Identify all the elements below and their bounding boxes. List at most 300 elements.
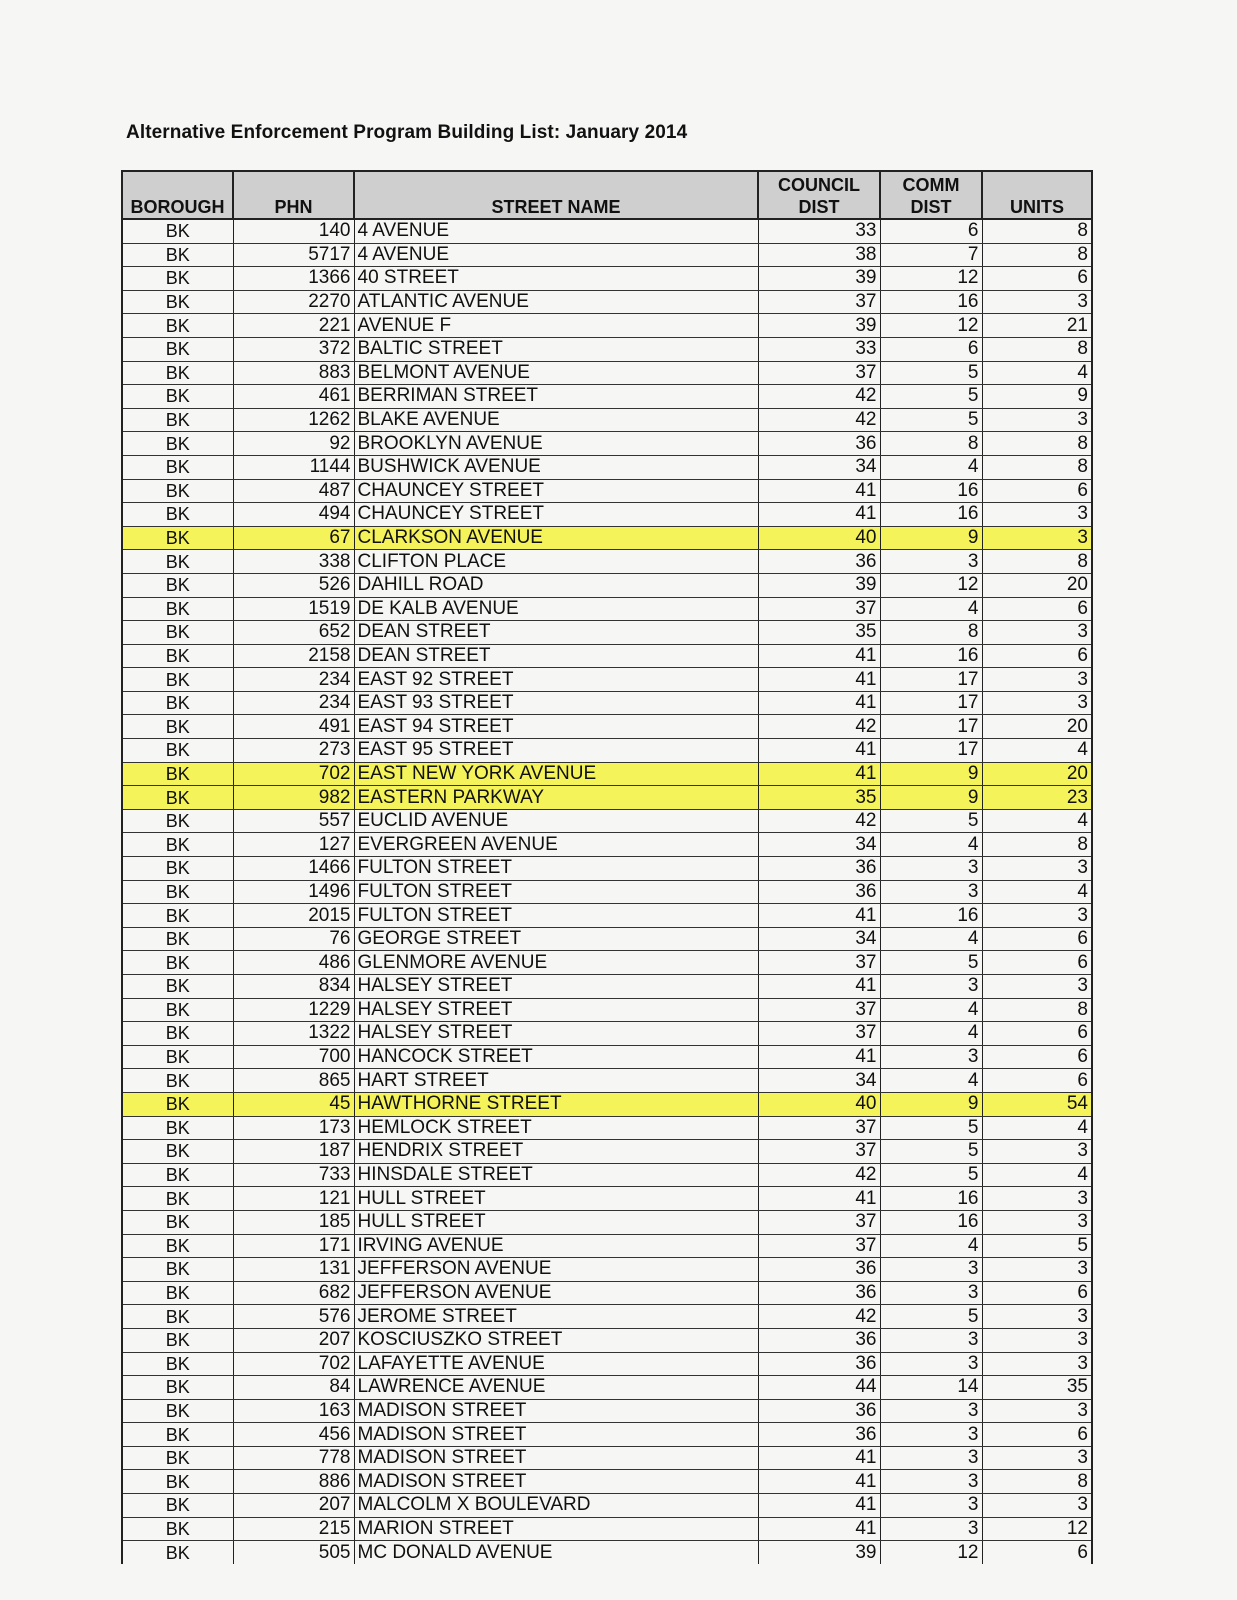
cell-borough: BK (123, 1399, 233, 1423)
cell-borough: BK (123, 1140, 233, 1164)
table-row (123, 1069, 1091, 1093)
cell-borough: BK (123, 1069, 233, 1093)
cell-council-dist: 36 (758, 1352, 880, 1376)
cell-borough: BK (123, 1328, 233, 1352)
cell-phn: 883 (233, 361, 354, 385)
building-list-table (123, 172, 1091, 1564)
cell-borough: BK (123, 715, 233, 739)
cell-phn: 505 (233, 1541, 354, 1564)
cell-borough: BK (123, 385, 233, 409)
cell-council-dist: 42 (758, 809, 880, 833)
cell-street-name: CHAUNCEY STREET (354, 479, 758, 503)
cell-street-name: 4 AVENUE (354, 219, 758, 243)
table-row (123, 880, 1091, 904)
cell-council-dist: 34 (758, 927, 880, 951)
cell-street-name: HALSEY STREET (354, 998, 758, 1022)
cell-units: 23 (982, 786, 1091, 810)
cell-phn: 702 (233, 762, 354, 786)
cell-comm-dist: 3 (880, 1281, 982, 1305)
cell-phn: 76 (233, 927, 354, 951)
cell-borough: BK (123, 668, 233, 692)
table-row (123, 1328, 1091, 1352)
cell-comm-dist: 5 (880, 1163, 982, 1187)
cell-borough: BK (123, 243, 233, 267)
cell-units: 3 (982, 1446, 1091, 1470)
cell-borough: BK (123, 408, 233, 432)
column-header-comm-dist (880, 172, 982, 219)
cell-council-dist: 41 (758, 762, 880, 786)
document-title: Alternative Enforcement Program Building List: January 2014 (126, 122, 688, 143)
cell-units: 8 (982, 337, 1091, 361)
cell-units: 4 (982, 361, 1091, 385)
cell-units: 35 (982, 1376, 1091, 1400)
cell-phn: 982 (233, 786, 354, 810)
cell-street-name: HAWTHORNE STREET (354, 1092, 758, 1116)
cell-comm-dist: 5 (880, 408, 982, 432)
cell-units: 3 (982, 1187, 1091, 1211)
cell-street-name: BERRIMAN STREET (354, 385, 758, 409)
cell-street-name: BLAKE AVENUE (354, 408, 758, 432)
building-list-table-container (121, 170, 1093, 1564)
cell-council-dist: 42 (758, 715, 880, 739)
cell-borough: BK (123, 1281, 233, 1305)
table-row (123, 385, 1091, 409)
cell-phn: 273 (233, 739, 354, 763)
cell-council-dist: 35 (758, 786, 880, 810)
cell-council-dist: 37 (758, 998, 880, 1022)
table-row-highlighted (123, 762, 1091, 786)
table-row-highlighted (123, 1092, 1091, 1116)
column-header-borough: BOROUGH (123, 172, 233, 219)
cell-borough: BK (123, 927, 233, 951)
table-row (123, 904, 1091, 928)
cell-council-dist: 41 (758, 668, 880, 692)
cell-council-dist: 36 (758, 1258, 880, 1282)
cell-comm-dist: 3 (880, 1446, 982, 1470)
table-row (123, 1116, 1091, 1140)
cell-phn: 652 (233, 621, 354, 645)
cell-units: 20 (982, 573, 1091, 597)
cell-comm-dist: 3 (880, 1045, 982, 1069)
cell-borough: BK (123, 621, 233, 645)
cell-phn: 487 (233, 479, 354, 503)
cell-units: 6 (982, 1069, 1091, 1093)
cell-borough: BK (123, 904, 233, 928)
cell-phn: 185 (233, 1210, 354, 1234)
table-row (123, 479, 1091, 503)
cell-phn: 372 (233, 337, 354, 361)
table-row (123, 1163, 1091, 1187)
cell-phn: 207 (233, 1328, 354, 1352)
table-row (123, 267, 1091, 291)
cell-comm-dist: 9 (880, 786, 982, 810)
cell-units: 6 (982, 267, 1091, 291)
cell-comm-dist: 4 (880, 1022, 982, 1046)
cell-street-name: EAST 95 STREET (354, 739, 758, 763)
cell-street-name: MADISON STREET (354, 1423, 758, 1447)
cell-borough: BK (123, 998, 233, 1022)
cell-units: 6 (982, 927, 1091, 951)
cell-council-dist: 41 (758, 1045, 880, 1069)
cell-borough: BK (123, 833, 233, 857)
table-row (123, 1234, 1091, 1258)
cell-council-dist: 37 (758, 1022, 880, 1046)
cell-borough: BK (123, 762, 233, 786)
cell-phn: 187 (233, 1140, 354, 1164)
table-row (123, 644, 1091, 668)
cell-phn: 865 (233, 1069, 354, 1093)
table-row (123, 691, 1091, 715)
cell-units: 6 (982, 1281, 1091, 1305)
cell-borough: BK (123, 455, 233, 479)
cell-phn: 234 (233, 691, 354, 715)
cell-comm-dist: 3 (880, 1423, 982, 1447)
cell-council-dist: 36 (758, 880, 880, 904)
cell-phn: 486 (233, 951, 354, 975)
cell-comm-dist: 14 (880, 1376, 982, 1400)
cell-phn: 215 (233, 1517, 354, 1541)
cell-units: 5 (982, 1234, 1091, 1258)
cell-phn: 121 (233, 1187, 354, 1211)
cell-units: 3 (982, 1210, 1091, 1234)
table-row (123, 1399, 1091, 1423)
cell-units: 3 (982, 526, 1091, 550)
cell-street-name: BALTIC STREET (354, 337, 758, 361)
cell-borough: BK (123, 503, 233, 527)
cell-council-dist: 41 (758, 479, 880, 503)
cell-council-dist: 41 (758, 739, 880, 763)
cell-council-dist: 36 (758, 857, 880, 881)
cell-street-name: HULL STREET (354, 1210, 758, 1234)
cell-borough: BK (123, 1022, 233, 1046)
cell-comm-dist: 4 (880, 1069, 982, 1093)
cell-council-dist: 44 (758, 1376, 880, 1400)
cell-borough: BK (123, 290, 233, 314)
cell-street-name: 40 STREET (354, 267, 758, 291)
cell-units: 8 (982, 1470, 1091, 1494)
table-header-row (123, 172, 1091, 219)
cell-phn: 67 (233, 526, 354, 550)
cell-units: 8 (982, 550, 1091, 574)
cell-council-dist: 37 (758, 1140, 880, 1164)
cell-units: 3 (982, 904, 1091, 928)
cell-phn: 834 (233, 975, 354, 999)
cell-phn: 1466 (233, 857, 354, 881)
cell-comm-dist: 16 (880, 1210, 982, 1234)
cell-comm-dist: 3 (880, 1470, 982, 1494)
cell-comm-dist: 3 (880, 1328, 982, 1352)
cell-phn: 234 (233, 668, 354, 692)
cell-units: 8 (982, 455, 1091, 479)
table-row (123, 1446, 1091, 1470)
table-row (123, 1210, 1091, 1234)
table-row (123, 1305, 1091, 1329)
cell-street-name: DAHILL ROAD (354, 573, 758, 597)
cell-comm-dist: 7 (880, 243, 982, 267)
cell-council-dist: 34 (758, 833, 880, 857)
cell-units: 20 (982, 762, 1091, 786)
cell-street-name: MADISON STREET (354, 1470, 758, 1494)
cell-council-dist: 36 (758, 1328, 880, 1352)
cell-council-dist: 40 (758, 1092, 880, 1116)
cell-street-name: JEFFERSON AVENUE (354, 1258, 758, 1282)
cell-council-dist: 41 (758, 1187, 880, 1211)
cell-comm-dist: 12 (880, 314, 982, 338)
cell-street-name: FULTON STREET (354, 880, 758, 904)
table-body (123, 219, 1091, 1564)
cell-street-name: IRVING AVENUE (354, 1234, 758, 1258)
cell-comm-dist: 4 (880, 927, 982, 951)
cell-street-name: DE KALB AVENUE (354, 597, 758, 621)
cell-council-dist: 41 (758, 691, 880, 715)
cell-street-name: EAST 94 STREET (354, 715, 758, 739)
cell-council-dist: 42 (758, 1305, 880, 1329)
cell-units: 4 (982, 809, 1091, 833)
cell-borough: BK (123, 1446, 233, 1470)
table-row (123, 1423, 1091, 1447)
cell-borough: BK (123, 1541, 233, 1564)
cell-street-name: DEAN STREET (354, 621, 758, 645)
cell-units: 6 (982, 1541, 1091, 1564)
cell-council-dist: 37 (758, 1210, 880, 1234)
cell-council-dist: 41 (758, 1470, 880, 1494)
cell-street-name: GEORGE STREET (354, 927, 758, 951)
cell-borough: BK (123, 739, 233, 763)
cell-units: 12 (982, 1517, 1091, 1541)
cell-street-name: CHAUNCEY STREET (354, 503, 758, 527)
cell-borough: BK (123, 1470, 233, 1494)
cell-borough: BK (123, 432, 233, 456)
cell-units: 20 (982, 715, 1091, 739)
cell-borough: BK (123, 1258, 233, 1282)
cell-street-name: HANCOCK STREET (354, 1045, 758, 1069)
cell-units: 3 (982, 1258, 1091, 1282)
cell-borough: BK (123, 951, 233, 975)
table-row (123, 1470, 1091, 1494)
cell-council-dist: 41 (758, 1517, 880, 1541)
cell-comm-dist: 5 (880, 361, 982, 385)
cell-units: 6 (982, 597, 1091, 621)
cell-units: 8 (982, 998, 1091, 1022)
table-row (123, 1187, 1091, 1211)
cell-borough: BK (123, 691, 233, 715)
cell-units: 3 (982, 1494, 1091, 1518)
cell-street-name: JEFFERSON AVENUE (354, 1281, 758, 1305)
cell-borough: BK (123, 786, 233, 810)
cell-comm-dist: 17 (880, 668, 982, 692)
cell-street-name: HALSEY STREET (354, 975, 758, 999)
cell-street-name: FULTON STREET (354, 904, 758, 928)
cell-phn: 45 (233, 1092, 354, 1116)
cell-street-name: BELMONT AVENUE (354, 361, 758, 385)
cell-phn: 2015 (233, 904, 354, 928)
table-row-highlighted (123, 786, 1091, 810)
cell-phn: 84 (233, 1376, 354, 1400)
cell-units: 3 (982, 290, 1091, 314)
table-row (123, 337, 1091, 361)
cell-units: 3 (982, 503, 1091, 527)
cell-borough: BK (123, 1423, 233, 1447)
table-row (123, 621, 1091, 645)
table-row (123, 1517, 1091, 1541)
cell-phn: 1322 (233, 1022, 354, 1046)
cell-phn: 494 (233, 503, 354, 527)
table-row (123, 290, 1091, 314)
cell-council-dist: 37 (758, 1234, 880, 1258)
cell-comm-dist: 17 (880, 739, 982, 763)
cell-street-name: 4 AVENUE (354, 243, 758, 267)
cell-phn: 1229 (233, 998, 354, 1022)
cell-council-dist: 37 (758, 1116, 880, 1140)
cell-council-dist: 41 (758, 1446, 880, 1470)
cell-street-name: EAST NEW YORK AVENUE (354, 762, 758, 786)
table-row (123, 809, 1091, 833)
cell-council-dist: 41 (758, 503, 880, 527)
cell-comm-dist: 5 (880, 1305, 982, 1329)
cell-borough: BK (123, 857, 233, 881)
comm-header-line2: DIST (910, 197, 952, 217)
cell-phn: 92 (233, 432, 354, 456)
cell-council-dist: 42 (758, 385, 880, 409)
cell-council-dist: 37 (758, 951, 880, 975)
cell-council-dist: 33 (758, 337, 880, 361)
cell-street-name: ATLANTIC AVENUE (354, 290, 758, 314)
table-row (123, 715, 1091, 739)
cell-units: 8 (982, 219, 1091, 243)
cell-comm-dist: 16 (880, 503, 982, 527)
cell-borough: BK (123, 975, 233, 999)
cell-borough: BK (123, 880, 233, 904)
cell-phn: 702 (233, 1352, 354, 1376)
cell-units: 6 (982, 644, 1091, 668)
cell-comm-dist: 3 (880, 1494, 982, 1518)
cell-borough: BK (123, 1352, 233, 1376)
cell-phn: 338 (233, 550, 354, 574)
cell-borough: BK (123, 1116, 233, 1140)
cell-units: 4 (982, 1163, 1091, 1187)
cell-borough: BK (123, 1305, 233, 1329)
cell-units: 3 (982, 668, 1091, 692)
table-row-highlighted (123, 526, 1091, 550)
cell-street-name: HALSEY STREET (354, 1022, 758, 1046)
table-row (123, 833, 1091, 857)
cell-units: 54 (982, 1092, 1091, 1116)
table-row (123, 927, 1091, 951)
cell-street-name: MALCOLM X BOULEVARD (354, 1494, 758, 1518)
cell-comm-dist: 3 (880, 550, 982, 574)
cell-comm-dist: 3 (880, 880, 982, 904)
cell-street-name: HINSDALE STREET (354, 1163, 758, 1187)
cell-units: 8 (982, 833, 1091, 857)
cell-comm-dist: 3 (880, 1258, 982, 1282)
cell-phn: 557 (233, 809, 354, 833)
council-header-line1: COUNCIL (778, 175, 860, 195)
cell-units: 21 (982, 314, 1091, 338)
cell-phn: 127 (233, 833, 354, 857)
cell-council-dist: 36 (758, 432, 880, 456)
cell-council-dist: 36 (758, 550, 880, 574)
cell-council-dist: 36 (758, 1281, 880, 1305)
cell-borough: BK (123, 1376, 233, 1400)
cell-units: 3 (982, 975, 1091, 999)
cell-borough: BK (123, 1092, 233, 1116)
cell-comm-dist: 3 (880, 975, 982, 999)
cell-borough: BK (123, 1210, 233, 1234)
cell-council-dist: 41 (758, 975, 880, 999)
cell-street-name: EVERGREEN AVENUE (354, 833, 758, 857)
cell-units: 3 (982, 857, 1091, 881)
cell-comm-dist: 17 (880, 691, 982, 715)
cell-street-name: EAST 92 STREET (354, 668, 758, 692)
cell-phn: 171 (233, 1234, 354, 1258)
cell-phn: 1519 (233, 597, 354, 621)
council-header-line2: DIST (798, 197, 840, 217)
cell-units: 4 (982, 880, 1091, 904)
cell-units: 3 (982, 1305, 1091, 1329)
cell-council-dist: 42 (758, 408, 880, 432)
cell-street-name: DEAN STREET (354, 644, 758, 668)
cell-phn: 5717 (233, 243, 354, 267)
cell-comm-dist: 16 (880, 290, 982, 314)
table-row (123, 1352, 1091, 1376)
table-row (123, 432, 1091, 456)
cell-street-name: EUCLID AVENUE (354, 809, 758, 833)
cell-council-dist: 37 (758, 361, 880, 385)
cell-comm-dist: 9 (880, 526, 982, 550)
cell-phn: 140 (233, 219, 354, 243)
cell-units: 6 (982, 479, 1091, 503)
cell-phn: 682 (233, 1281, 354, 1305)
cell-borough: BK (123, 1187, 233, 1211)
cell-phn: 733 (233, 1163, 354, 1187)
cell-street-name: EAST 93 STREET (354, 691, 758, 715)
cell-comm-dist: 9 (880, 1092, 982, 1116)
cell-units: 3 (982, 1328, 1091, 1352)
cell-street-name: FULTON STREET (354, 857, 758, 881)
cell-street-name: BUSHWICK AVENUE (354, 455, 758, 479)
table-row (123, 975, 1091, 999)
cell-units: 3 (982, 408, 1091, 432)
cell-street-name: CLARKSON AVENUE (354, 526, 758, 550)
cell-units: 6 (982, 951, 1091, 975)
cell-comm-dist: 17 (880, 715, 982, 739)
table-row (123, 455, 1091, 479)
cell-phn: 886 (233, 1470, 354, 1494)
cell-comm-dist: 6 (880, 337, 982, 361)
cell-borough: BK (123, 550, 233, 574)
cell-comm-dist: 4 (880, 455, 982, 479)
cell-council-dist: 37 (758, 290, 880, 314)
table-row (123, 1541, 1091, 1564)
cell-street-name: MADISON STREET (354, 1446, 758, 1470)
table-row (123, 857, 1091, 881)
cell-borough: BK (123, 573, 233, 597)
cell-borough: BK (123, 479, 233, 503)
cell-borough: BK (123, 526, 233, 550)
cell-phn: 576 (233, 1305, 354, 1329)
cell-phn: 1366 (233, 267, 354, 291)
table-row (123, 1376, 1091, 1400)
cell-comm-dist: 16 (880, 904, 982, 928)
table-row (123, 573, 1091, 597)
cell-comm-dist: 3 (880, 1517, 982, 1541)
cell-comm-dist: 4 (880, 998, 982, 1022)
cell-street-name: MARION STREET (354, 1517, 758, 1541)
cell-borough: BK (123, 314, 233, 338)
cell-units: 6 (982, 1022, 1091, 1046)
cell-council-dist: 35 (758, 621, 880, 645)
cell-council-dist: 39 (758, 573, 880, 597)
